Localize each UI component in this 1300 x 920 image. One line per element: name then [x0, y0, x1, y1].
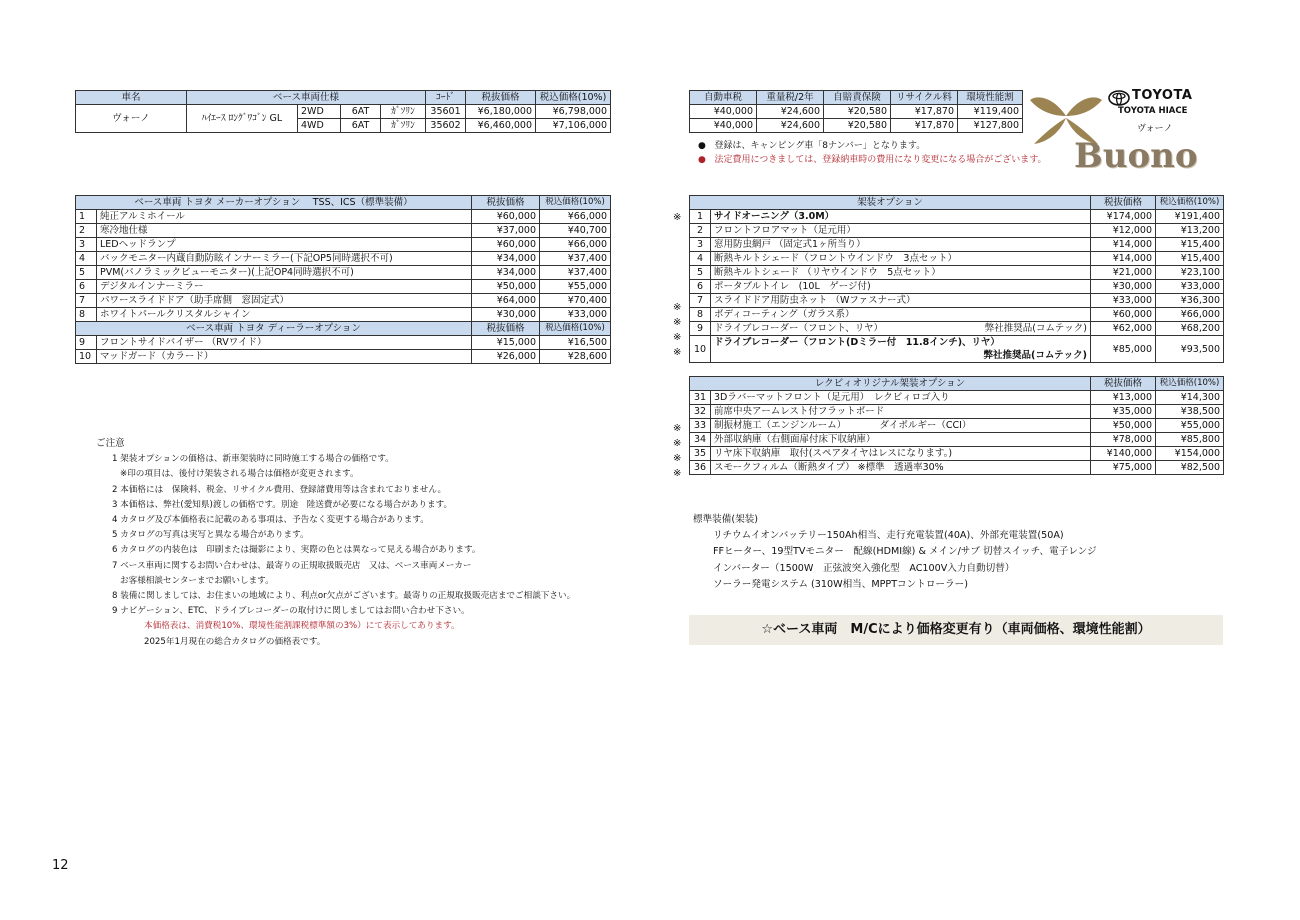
- item-price-in: ¥85,800: [1156, 433, 1224, 447]
- col-price-ex: 税抜価格: [472, 196, 540, 210]
- item-price-in: ¥13,200: [1156, 224, 1224, 238]
- item-name: フロントフロアマット（足元用）: [711, 224, 1091, 238]
- table-row: [76, 252, 611, 266]
- table-row: [690, 266, 1224, 280]
- item-price-ex: ¥85,000: [1091, 336, 1156, 363]
- note-line: 5 カタログの写真は実写と異なる場合があります。: [112, 530, 309, 541]
- tax-cell: ¥40,000: [690, 105, 757, 119]
- standard-line: インバーター（1500W 正弦波突入強化型 AC100V入力自動切替）: [713, 562, 1015, 574]
- item-price-in: ¥40,700: [540, 224, 611, 238]
- note-line: ※印の項目は、後付け架装される場合は価格が変更されます。: [120, 469, 359, 480]
- tax-cell: ¥24,600: [757, 119, 824, 133]
- item-name: ポータブルトイレ (10L ゲージ付): [711, 280, 1091, 294]
- item-price-in: ¥93,500: [1156, 336, 1224, 363]
- note-line: 3 本価格は、弊社(愛知県)渡しの価格です。別途 陸送費が必要になる場合があります。: [112, 499, 453, 510]
- page-number: 12: [52, 858, 69, 873]
- item-no: 10: [690, 336, 711, 363]
- table-row: [76, 336, 611, 350]
- table-row: [690, 252, 1224, 266]
- item-price-ex: ¥50,000: [472, 280, 540, 294]
- item-no: 32: [690, 405, 711, 419]
- item-no: 8: [690, 308, 711, 322]
- col-code: ｺｰﾄﾞ: [426, 91, 466, 105]
- maker-options-header: ベース車両 トヨタ メーカーオプション TSS、ICS（標準装備）: [76, 196, 472, 210]
- item-price-ex: ¥64,000: [472, 294, 540, 308]
- item-name: 3Dラバーマットフロント（足元用） レクビィロゴ入り: [711, 391, 1091, 405]
- asterisk-mark: ※: [673, 212, 682, 223]
- table-row: [76, 238, 611, 252]
- item-name: 窓用防虫網戸 （固定式1ヶ所当り）: [711, 238, 1091, 252]
- price-change-banner: ☆ベース車両 M/Cにより価格変更有り（車両価格、環境性能割）: [689, 615, 1223, 645]
- item-price-in: ¥66,000: [540, 238, 611, 252]
- item-note: 弊社推奨品(コムテック): [984, 323, 1087, 334]
- item-no: 35: [690, 447, 711, 461]
- item-name: ボディコーティング（ガラス系）: [711, 308, 1091, 322]
- col-price-in: 税込価格(10%): [1156, 196, 1224, 210]
- asterisk-mark: ※: [673, 468, 682, 479]
- item-no: 36: [690, 461, 711, 475]
- buono-wordmark: Buono: [1074, 136, 1198, 176]
- item-no: 6: [690, 280, 711, 294]
- toyota-brand: TOYOTA: [1132, 88, 1193, 103]
- table-row: [76, 294, 611, 308]
- item-name: マッドガード（カラード）: [97, 350, 472, 364]
- item-no: 5: [76, 266, 97, 280]
- item-price-ex: ¥50,000: [1091, 419, 1156, 433]
- item-price-ex: ¥78,000: [1091, 433, 1156, 447]
- table-row: [690, 433, 1224, 447]
- item-price-ex: ¥140,000: [1091, 447, 1156, 461]
- table-row: [690, 447, 1224, 461]
- asterisk-mark: ※: [673, 332, 682, 343]
- note-line-tax: 本価格表は、消費税10%、環境性能割課税標準額の3%）にて表示してあります。: [144, 621, 460, 632]
- item-name: 断熱キルトシェード（フロントウインドウ 3点セット）: [711, 252, 1091, 266]
- table-row: [690, 336, 1224, 363]
- col-auto-tax: 自動車税: [690, 91, 757, 105]
- hiace-label: TOYOTA HIACE: [1118, 106, 1188, 116]
- note-line: 6 カタログの内装色は 印刷または撮影により、実際の色とは異なって見える場合があります。: [112, 545, 481, 556]
- table-row: [76, 210, 611, 224]
- rekuvi-options-header: レクビィオリジナル架装オプション: [690, 377, 1091, 391]
- bullet-registration: [698, 138, 925, 151]
- item-price-ex: ¥174,000: [1091, 210, 1156, 224]
- item-price-ex: ¥33,000: [1091, 294, 1156, 308]
- item-no: 2: [76, 224, 97, 238]
- item-name: パワースライドドア（助手席側 窓固定式）: [97, 294, 472, 308]
- item-price-ex: ¥75,000: [1091, 461, 1156, 475]
- item-price-in: ¥66,000: [1156, 308, 1224, 322]
- tax-cell: ¥20,580: [824, 119, 891, 133]
- asterisk-mark: ※: [673, 317, 682, 328]
- col-price-ex: 税抜価格: [1091, 377, 1156, 391]
- col-weight-tax: 重量税/2年: [757, 91, 824, 105]
- item-no: 34: [690, 433, 711, 447]
- item-no: 1: [690, 210, 711, 224]
- item-price-in: ¥36,300: [1156, 294, 1224, 308]
- col-price-ex: 税抜価格: [1091, 196, 1156, 210]
- item-name: [711, 322, 1091, 336]
- item-name-text: ドライブレコーダー（フロント、リヤ）: [714, 323, 884, 334]
- item-price-in: ¥23,100: [1156, 266, 1224, 280]
- item-price-in: ¥191,400: [1156, 210, 1224, 224]
- item-price-ex: ¥34,000: [472, 266, 540, 280]
- item-name: バックモニター内蔵自動防眩インナーミラー(下記OP5同時選択不可): [97, 252, 472, 266]
- model-code: 35601: [426, 105, 466, 119]
- item-price-ex: ¥60,000: [472, 238, 540, 252]
- item-no: 8: [76, 308, 97, 322]
- item-price-ex: ¥60,000: [472, 210, 540, 224]
- item-note: 弊社推奨品(コムテック): [983, 350, 1087, 361]
- transmission: 6AT: [341, 105, 381, 119]
- item-no: 4: [690, 252, 711, 266]
- item-price-ex: ¥60,000: [1091, 308, 1156, 322]
- note-line: 2 本価格には 保険料、税金、リサイクル費用、登録諸費用等は含まれておりません。: [112, 484, 447, 495]
- note-line: 1 架装オプションの価格は、新車架装時に同時施工する場合の価格です。: [112, 454, 394, 465]
- bullet-legal-fee: [698, 152, 1047, 165]
- tax-cell: ¥17,870: [891, 119, 958, 133]
- col-insurance: 自賠責保険: [824, 91, 891, 105]
- col-recycle: リサイクル料: [891, 91, 958, 105]
- item-price-ex: ¥14,000: [1091, 238, 1156, 252]
- asterisk-mark: ※: [673, 347, 682, 358]
- item-name: 寒冷地仕様: [97, 224, 472, 238]
- table-row: [690, 308, 1224, 322]
- item-name: フロントサイドバイザー （RVワイド）: [97, 336, 472, 350]
- item-price-ex: ¥26,000: [472, 350, 540, 364]
- asterisk-mark: ※: [673, 453, 682, 464]
- item-price-ex: ¥13,000: [1091, 391, 1156, 405]
- item-name: ホワイトパールクリスタルシャイン: [97, 308, 472, 322]
- standard-line: ソーラー発電システム (310W相当、MPPTコントローラー): [713, 578, 968, 590]
- item-price-ex: ¥15,000: [472, 336, 540, 350]
- note-line: 7 ベース車両に関するお問い合わせは、最寄りの正規取扱販売店 又は、ベース車両メーカー: [112, 560, 472, 571]
- tax-cell: ¥119,400: [958, 105, 1023, 119]
- item-name: サイドオーニング（3.0M）: [711, 210, 1091, 224]
- table-row: [76, 350, 611, 364]
- table-row: [690, 461, 1224, 475]
- toyota-emblem-icon: [1108, 90, 1130, 106]
- asterisk-mark: ※: [673, 302, 682, 313]
- note-line: 4 カタログ及び本価格表に記載のある事項は、予告なく変更する場合があります。: [112, 515, 429, 526]
- fuel-type: ｶﾞｿﾘﾝ: [381, 105, 426, 119]
- rekuvi-options-table: [689, 376, 1224, 475]
- item-price-ex: ¥37,000: [472, 224, 540, 238]
- standard-line: リチウムイオンバッテリー150Ah相当、走行充電装置(40A)、外部充電装置(50A): [713, 530, 1064, 542]
- kana-label: ヴォーノ: [1137, 124, 1173, 134]
- kaso-options-header: 架装オプション: [690, 196, 1091, 210]
- col-price-in: 税込価格(10%): [540, 196, 611, 210]
- table-row: [690, 294, 1224, 308]
- model-code: 35602: [426, 119, 466, 133]
- base-spec-table: [75, 90, 611, 133]
- item-price-ex: ¥21,000: [1091, 266, 1156, 280]
- tax-table: [689, 90, 1023, 133]
- item-no: 31: [690, 391, 711, 405]
- drive-type: 2WD: [298, 105, 341, 119]
- maker-options-table: [75, 195, 611, 364]
- item-price-in: ¥70,400: [540, 294, 611, 308]
- price-ex: ¥6,180,000: [466, 105, 536, 119]
- drive-type: 4WD: [298, 119, 341, 133]
- item-no: 4: [76, 252, 97, 266]
- col-price-ex: 税抜価格: [472, 322, 540, 336]
- item-no: 2: [690, 224, 711, 238]
- bullet-text: 登録は、キャンピング車「8ナンバー」となります。: [714, 141, 926, 151]
- item-no: 10: [76, 350, 97, 364]
- item-name: 前席中央アームレスト付フラットボード: [711, 405, 1091, 419]
- col-car-name: 車名: [76, 91, 187, 105]
- note-line: 8 装備に関しましては、お住まいの地域により、利点or欠点がございます。最寄りの正規取扱販売店までご相談下さい。: [112, 591, 576, 602]
- table-row: [690, 280, 1224, 294]
- item-no: 33: [690, 419, 711, 433]
- item-no: 7: [690, 294, 711, 308]
- item-no: 9: [76, 336, 97, 350]
- col-price-ex: 税抜価格: [466, 91, 536, 105]
- item-name: PVM(パノラミックビューモニター)(上記OP4同時選択不可): [97, 266, 472, 280]
- item-name: 純正アルミホイール: [97, 210, 472, 224]
- note-line: 9 ナビゲーション、ETC、ドライブレコーダーの取付けに関しましてはお問い合わせ下さい。: [112, 606, 470, 617]
- notes-title: ご注意: [96, 438, 125, 449]
- price-in: ¥7,106,000: [536, 119, 611, 133]
- item-no: 3: [690, 238, 711, 252]
- note-line-date: 2025年1月現在の総合カタログの価格表です。: [144, 636, 326, 647]
- col-env-tax: 環境性能割: [958, 91, 1023, 105]
- tax-cell: ¥40,000: [690, 119, 757, 133]
- dealer-options-header: ベース車両 トヨタ ディーラーオプション: [76, 322, 472, 336]
- item-name: [711, 336, 1091, 363]
- item-name: デジタルインナーミラー: [97, 280, 472, 294]
- item-price-in: ¥38,500: [1156, 405, 1224, 419]
- standard-equipment: [693, 512, 1097, 593]
- item-price-in: ¥37,400: [540, 266, 611, 280]
- price-ex: ¥6,460,000: [466, 119, 536, 133]
- kaso-options-table: [689, 195, 1224, 363]
- item-price-in: ¥55,000: [1156, 419, 1224, 433]
- item-price-ex: ¥62,000: [1091, 322, 1156, 336]
- model-name: ﾊｲｴｰｽ ﾛﾝｸﾞﾜｺﾞﾝ GL: [187, 105, 298, 133]
- item-price-in: ¥33,000: [1156, 280, 1224, 294]
- table-row: [690, 322, 1224, 336]
- item-price-ex: ¥34,000: [472, 252, 540, 266]
- col-price-in: 税込価格(10%): [1156, 377, 1224, 391]
- item-price-in: ¥16,500: [540, 336, 611, 350]
- item-name: スライドドア用防虫ネット （Wファスナー式）: [711, 294, 1091, 308]
- item-price-in: ¥66,000: [540, 210, 611, 224]
- standard-line: FFヒーター、19型TVモニター 配線(HDMI線) & メイン/サブ 切替スイッチ、電子レンジ: [713, 546, 1097, 558]
- item-price-ex: ¥35,000: [1091, 405, 1156, 419]
- item-price-in: ¥55,000: [540, 280, 611, 294]
- item-price-in: ¥154,000: [1156, 447, 1224, 461]
- item-no: 9: [690, 322, 711, 336]
- item-price-in: ¥14,300: [1156, 391, 1224, 405]
- item-price-ex: ¥30,000: [472, 308, 540, 322]
- col-price-in: 税込価格(10%): [540, 322, 611, 336]
- notes-section: [96, 436, 575, 650]
- tax-cell: ¥127,800: [958, 119, 1023, 133]
- asterisk-mark: ※: [673, 423, 682, 434]
- col-base-spec: ベース車両仕様: [187, 91, 426, 105]
- note-line: お客様相談センターまでお願いします。: [120, 575, 274, 586]
- table-row: [76, 266, 611, 280]
- fuel-type: ｶﾞｿﾘﾝ: [381, 119, 426, 133]
- asterisk-mark: ※: [673, 438, 682, 449]
- table-row: [76, 280, 611, 294]
- item-name: LEDヘッドランプ: [97, 238, 472, 252]
- tax-cell: ¥24,600: [757, 105, 824, 119]
- standard-title: 標準装備(架装): [693, 514, 759, 525]
- table-row: [690, 210, 1224, 224]
- table-row: [76, 224, 611, 238]
- bullet-text: 法定費用につきましては、登録納車時の費用になり変更になる場合がございます。: [714, 155, 1047, 165]
- item-price-ex: ¥12,000: [1091, 224, 1156, 238]
- item-price-in: ¥82,500: [1156, 461, 1224, 475]
- item-no: 6: [76, 280, 97, 294]
- item-price-in: ¥33,000: [540, 308, 611, 322]
- item-price-in: ¥28,600: [540, 350, 611, 364]
- tax-cell: ¥20,580: [824, 105, 891, 119]
- item-no: 3: [76, 238, 97, 252]
- item-price-in: ¥37,400: [540, 252, 611, 266]
- price-in: ¥6,798,000: [536, 105, 611, 119]
- table-row: [690, 224, 1224, 238]
- table-row: [690, 419, 1224, 433]
- tax-cell: ¥17,870: [891, 105, 958, 119]
- item-price-in: ¥15,400: [1156, 238, 1224, 252]
- item-no: 1: [76, 210, 97, 224]
- item-no: 7: [76, 294, 97, 308]
- car-name: ヴォーノ: [76, 105, 187, 133]
- bullet-icon: ●: [698, 141, 706, 151]
- bullet-icon: ●: [698, 155, 706, 165]
- item-name: リヤ床下収納庫 取付(スペアタイヤはレスになります。): [711, 447, 1091, 461]
- item-name: 制振材施工（エンジンルーム） ダイボルギー（CCI）: [711, 419, 1091, 433]
- item-price-in: ¥68,200: [1156, 322, 1224, 336]
- buono-logo: [1022, 84, 1227, 180]
- table-row: [690, 238, 1224, 252]
- item-name: 断熱キルトシェード （リヤウインドウ 5点セット）: [711, 266, 1091, 280]
- item-price-ex: ¥14,000: [1091, 252, 1156, 266]
- table-row: [690, 391, 1224, 405]
- item-name: スモークフィルム（断熱タイプ） ※標準 透過率30%: [711, 461, 1091, 475]
- item-name-text: ドライブレコーダー（フロント(Dミラー付 11.8インチ)、リヤ）: [714, 337, 1000, 348]
- item-no: 5: [690, 266, 711, 280]
- table-row: [690, 405, 1224, 419]
- item-price-ex: ¥30,000: [1091, 280, 1156, 294]
- transmission: 6AT: [341, 119, 381, 133]
- col-price-in: 税込価格(10%): [536, 91, 611, 105]
- item-price-in: ¥15,400: [1156, 252, 1224, 266]
- table-row: [76, 308, 611, 322]
- item-name: 外部収納庫（右側面扉付床下収納庫）: [711, 433, 1091, 447]
